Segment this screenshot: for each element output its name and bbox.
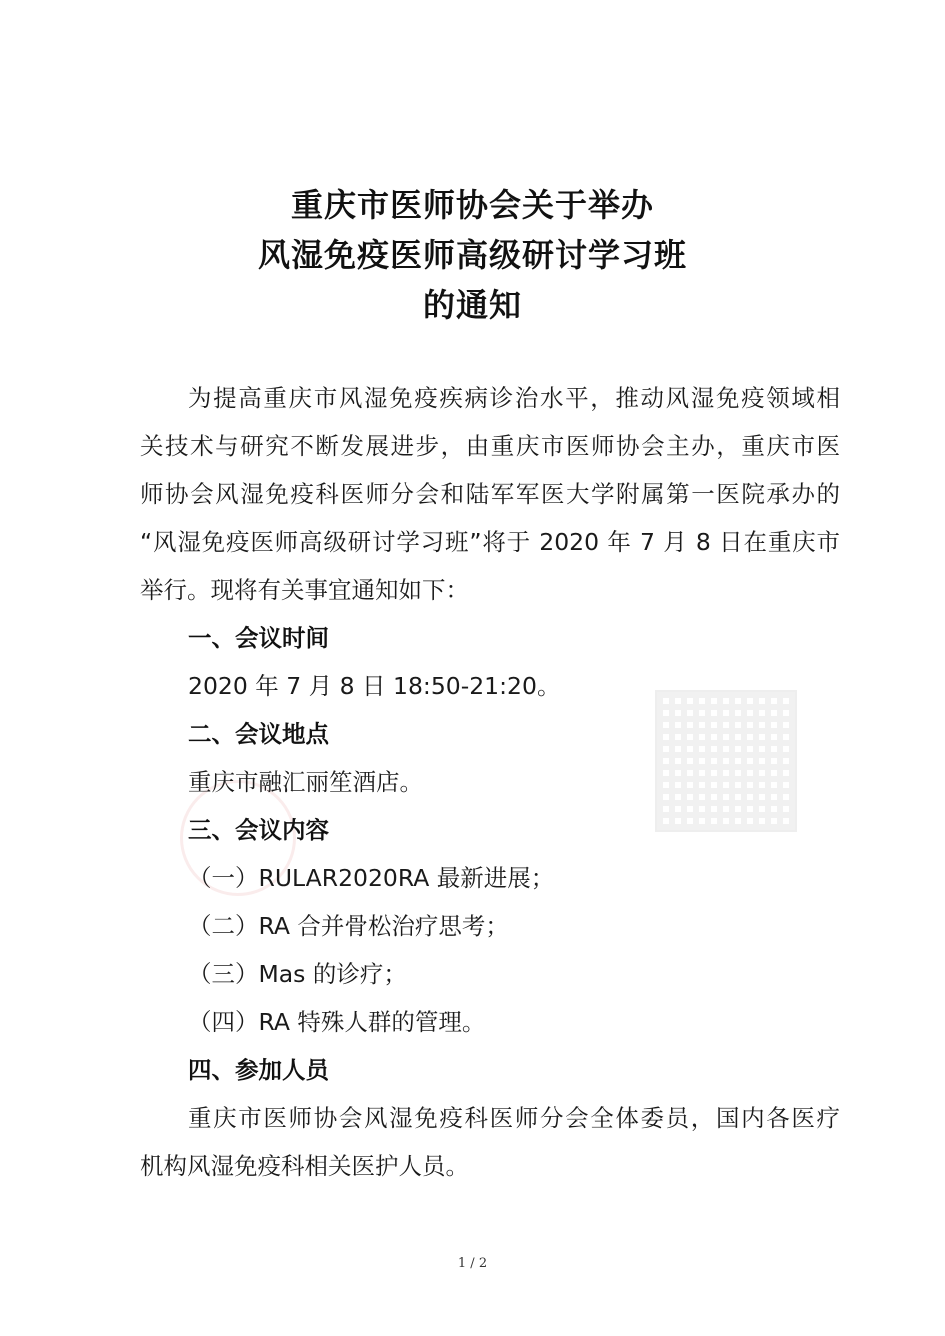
title-line: 的通知 <box>422 286 522 324</box>
paragraph-line: 关技术与研究不断发展进步，由重庆市医师协会主办，重庆市医 <box>140 432 840 460</box>
content-list-item: （四）RA 特殊人群的管理。 <box>188 1008 486 1036</box>
paragraph-line: “风湿免疫医师高级研讨学习班”将于 2020 年 7 月 8 日在重庆市 <box>140 528 840 556</box>
section-heading-participants: 四、参加人员 <box>188 1056 329 1084</box>
meeting-location-text: 重庆市融汇丽笙酒店。 <box>188 768 423 796</box>
page-number: 1 / 2 <box>457 1256 488 1271</box>
title-line: 风湿免疫医师高级研讨学习班 <box>257 236 687 274</box>
content-list-item: （三）Mas 的诊疗； <box>188 960 407 988</box>
section-heading-time: 一、会议时间 <box>188 624 329 652</box>
paragraph-line: 为提高重庆市风湿免疫疾病诊治水平，推动风湿免疫领域相 <box>188 384 840 412</box>
paragraph-line: 重庆市医师协会风湿免疫科医师分会全体委员，国内各医疗 <box>188 1104 840 1132</box>
content-list-item: （一）RULAR2020RA 最新进展； <box>188 864 555 892</box>
paragraph-line: 举行。现将有关事宜通知如下： <box>140 576 469 604</box>
section-heading-content: 三、会议内容 <box>188 816 329 844</box>
title-line: 重庆市医师协会关于举办 <box>290 186 654 224</box>
section-heading-location: 二、会议地点 <box>188 720 329 748</box>
paragraph-line: 机构风湿免疫科相关医护人员。 <box>140 1152 469 1180</box>
paragraph-line: 师协会风湿免疫科医师分会和陆军军医大学附属第一医院承办的 <box>140 480 840 508</box>
content-list-item: （二）RA 合并骨松治疗思考； <box>188 912 509 940</box>
meeting-time-text: 2020 年 7 月 8 日 18:50-21:20。 <box>188 672 561 700</box>
document-title <box>0 180 945 330</box>
